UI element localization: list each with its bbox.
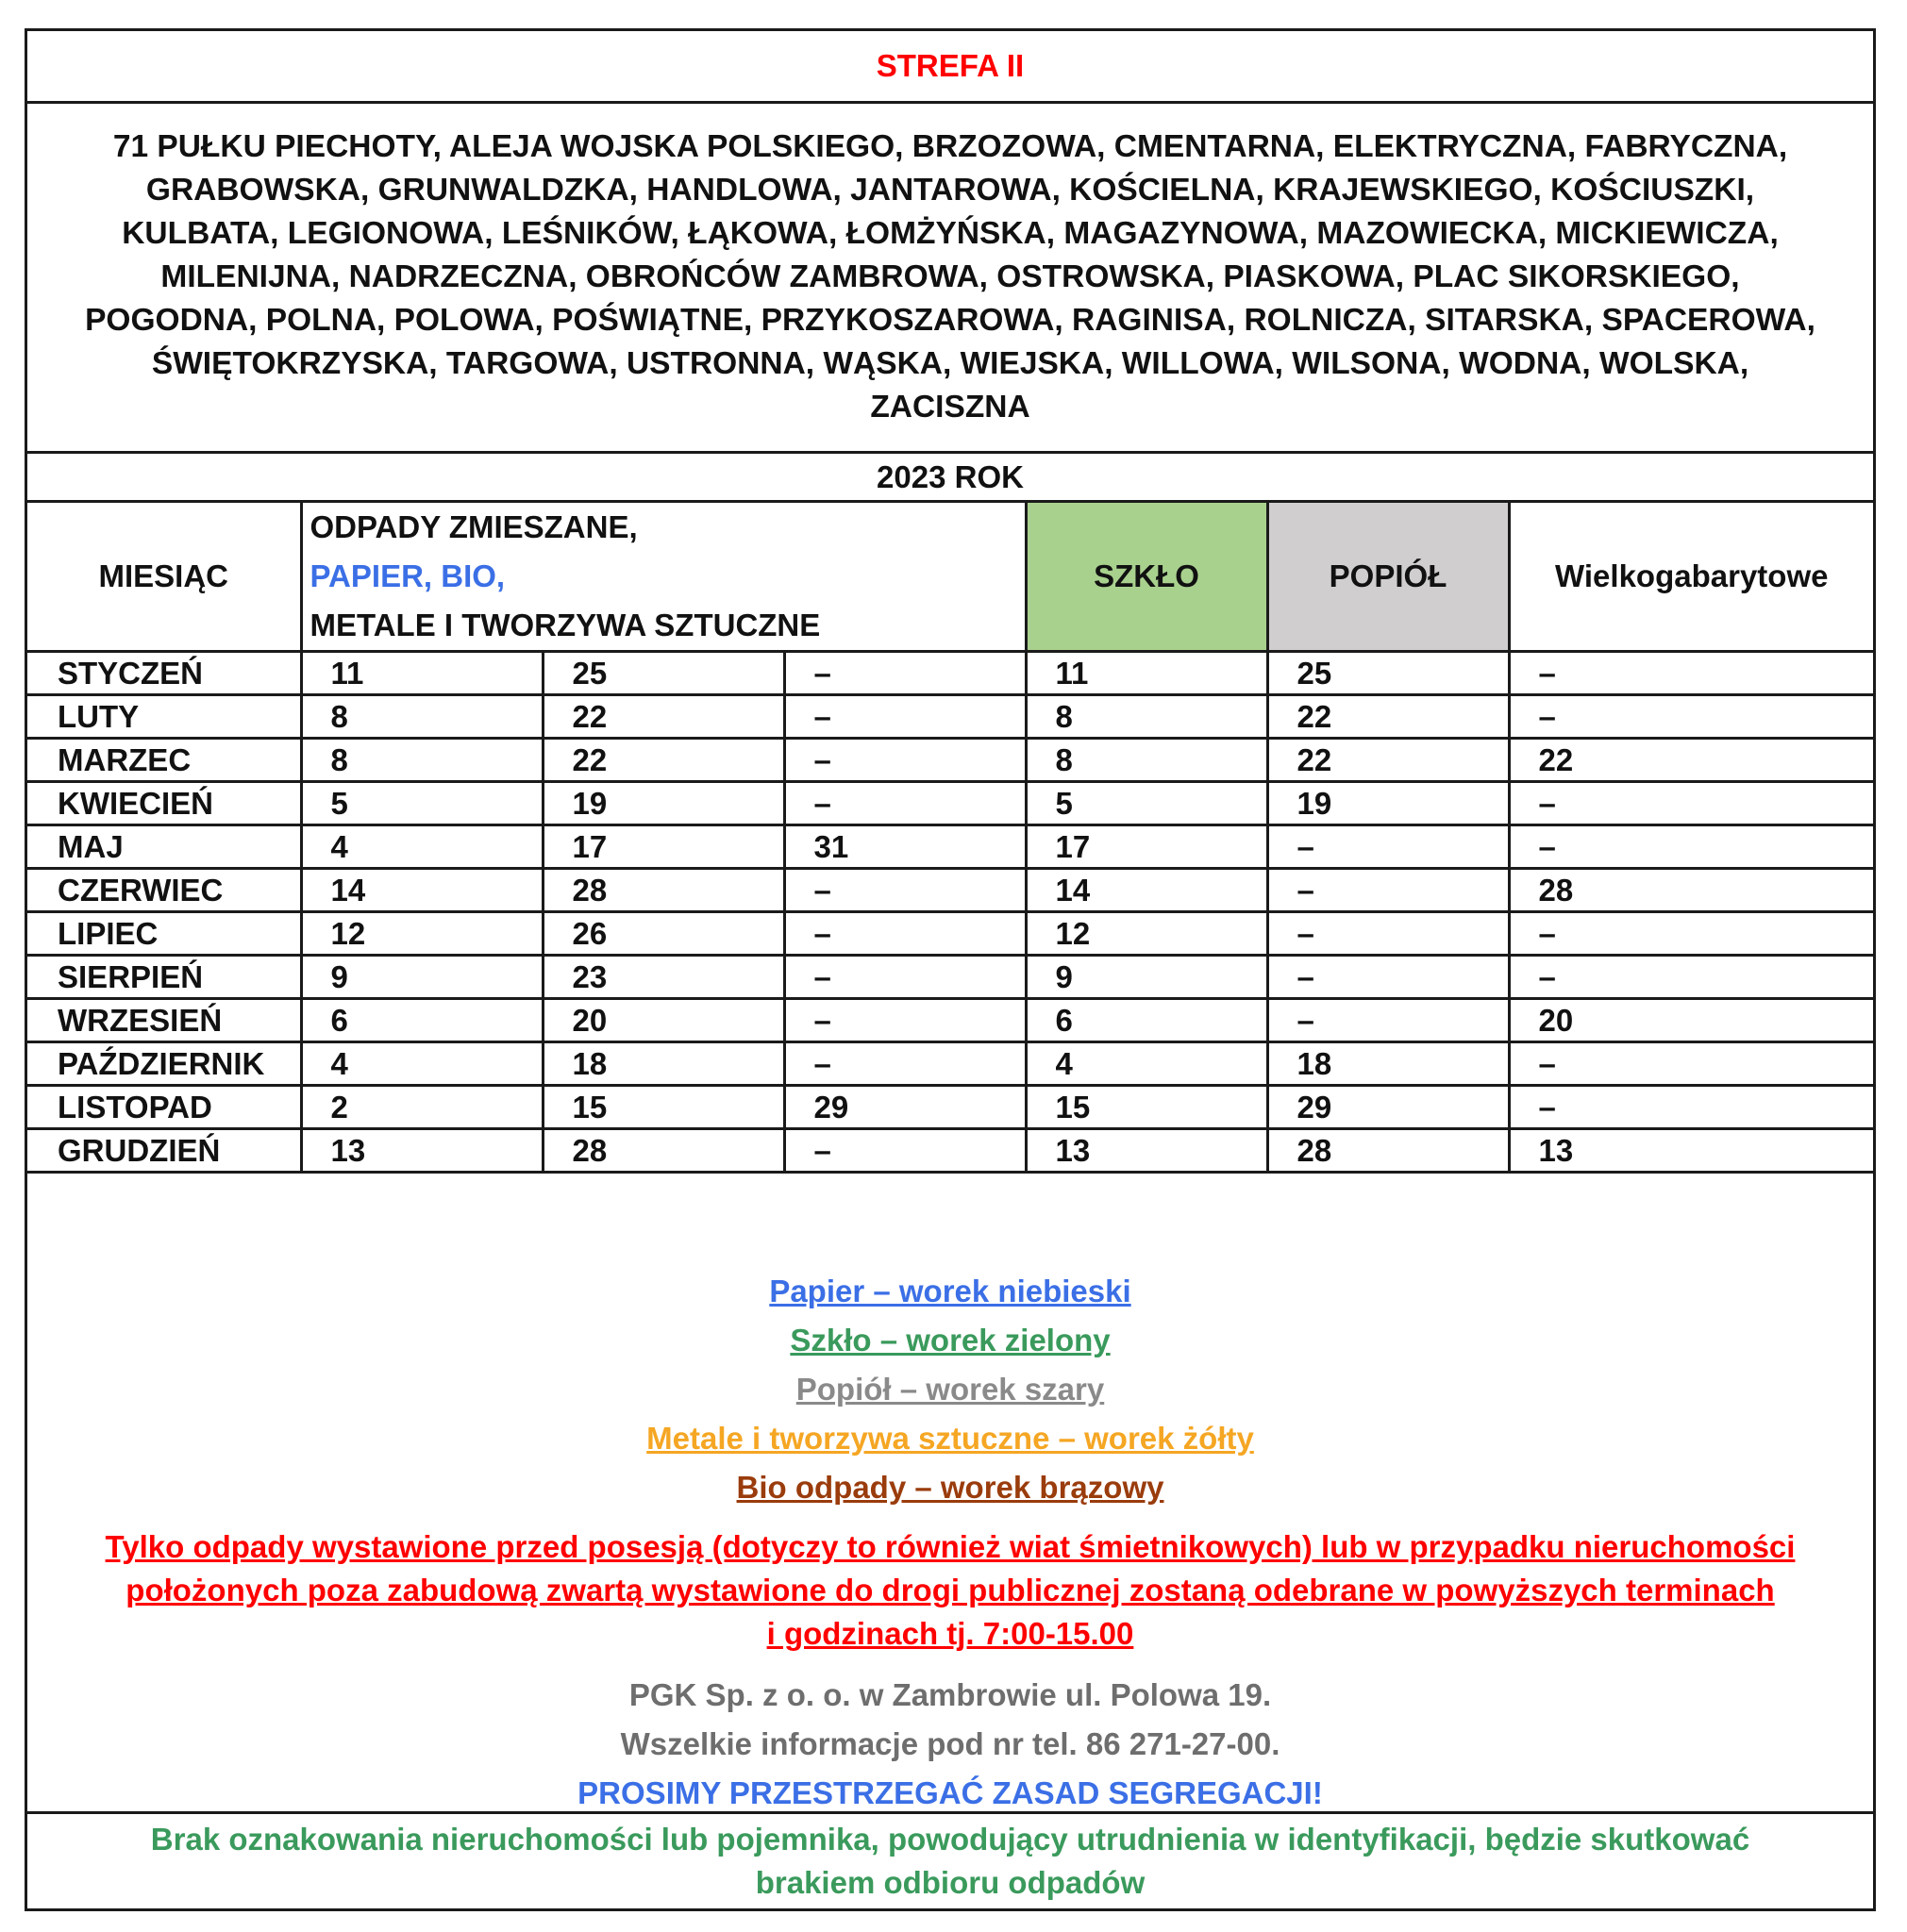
cell-mixed-2: 20: [543, 999, 784, 1042]
cell-month: MAJ: [27, 825, 301, 869]
header-paper-bio-line: PAPIER, BIO,: [309, 558, 506, 593]
table-row: [27, 999, 1873, 1042]
cell-mixed-1: 11: [301, 652, 543, 695]
table-row: [27, 869, 1873, 912]
cell-mixed-2: 23: [543, 956, 784, 999]
cell-ash: –: [1267, 869, 1509, 912]
cell-mixed-3: –: [784, 956, 1026, 999]
cell-glass: 8: [1026, 739, 1267, 782]
header-metals-line: METALE I TWORZYWA SZTUCZNE: [309, 608, 821, 642]
cell-glass: 12: [1026, 912, 1267, 956]
company-address: PGK Sp. z o. o. w Zambrowie ul. Polowa 19.: [628, 1677, 1272, 1712]
cell-bulky: –: [1509, 912, 1873, 956]
cell-mixed-2: 26: [543, 912, 784, 956]
cell-glass: 4: [1026, 1042, 1267, 1086]
cell-ash: –: [1267, 912, 1509, 956]
cell-mixed-2: 18: [543, 1042, 784, 1086]
table-row: [27, 739, 1873, 782]
cell-mixed-3: –: [784, 999, 1026, 1042]
table-row: [27, 1129, 1873, 1173]
table-row: [27, 652, 1873, 695]
cell-bulky: –: [1509, 695, 1873, 739]
schedule-sheet: [25, 28, 1876, 1911]
cell-mixed-2: 25: [543, 652, 784, 695]
cell-mixed-3: –: [784, 695, 1026, 739]
year-heading: 2023 ROK: [27, 454, 1873, 503]
cell-bulky: –: [1509, 1042, 1873, 1086]
cell-mixed-3: –: [784, 869, 1026, 912]
street-line: ŚWIĘTOKRZYSKA, TARGOWA, USTRONNA, WĄSKA, WIEJSKA, WILLOWA, WILSONA, WODNA, WOLSKA,: [151, 346, 1749, 381]
footer-line: brakiem odbioru odpadów: [755, 1865, 1146, 1900]
cell-ash: 25: [1267, 652, 1509, 695]
cell-ash: 28: [1267, 1129, 1509, 1173]
cell-mixed-1: 13: [301, 1129, 543, 1173]
cell-ash: 18: [1267, 1042, 1509, 1086]
cell-mixed-2: 28: [543, 869, 784, 912]
pickup-warning: [27, 1525, 1873, 1656]
cell-month: LUTY: [27, 695, 301, 739]
table-row: [27, 912, 1873, 956]
street-line: MILENIJNA, NADRZECZNA, OBROŃCÓW ZAMBROWA, OSTROWSKA, PIASKOWA, PLAC SIKORSKIEGO,: [160, 259, 1740, 294]
cell-bulky: 20: [1509, 999, 1873, 1042]
cell-mixed-3: –: [784, 739, 1026, 782]
header-mixed-line: ODPADY ZMIESZANE,: [309, 509, 638, 544]
zone-title: STREFA II: [27, 31, 1873, 104]
cell-glass: 6: [1026, 999, 1267, 1042]
cell-month: GRUDZIEŃ: [27, 1129, 301, 1173]
cell-mixed-2: 28: [543, 1129, 784, 1173]
table-row: [27, 782, 1873, 825]
cell-month: LISTOPAD: [27, 1086, 301, 1129]
street-line: ZACISZNA: [870, 390, 1030, 425]
header-mixed-waste: [301, 503, 1026, 652]
phone-info: Wszelkie informacje pod nr tel. 86 271-27-00.: [620, 1726, 1280, 1761]
cell-mixed-2: 22: [543, 739, 784, 782]
header-ash: POPIÓŁ: [1267, 503, 1509, 652]
cell-mixed-3: –: [784, 912, 1026, 956]
cell-mixed-1: 8: [301, 695, 543, 739]
street-line: KULBATA, LEGIONOWA, LEŚNIKÓW, ŁĄKOWA, ŁOMŻYŃSKA, MAGAZYNOWA, MAZOWIECKA, MICKIEWICZA,: [122, 216, 1779, 251]
cell-mixed-1: 4: [301, 1042, 543, 1086]
cell-mixed-3: –: [784, 1042, 1026, 1086]
street-list: [27, 104, 1873, 454]
legend-bio: Bio odpady – worek brązowy: [736, 1470, 1164, 1505]
cell-bulky: –: [1509, 652, 1873, 695]
cell-mixed-1: 8: [301, 739, 543, 782]
legend-ash: Popiół – worek szary: [795, 1372, 1105, 1407]
cell-month: STYCZEŃ: [27, 652, 301, 695]
cell-mixed-1: 9: [301, 956, 543, 999]
cell-ash: –: [1267, 956, 1509, 999]
table-header-row: [27, 503, 1873, 652]
street-line: 71 PUŁKU PIECHOTY, ALEJA WOJSKA POLSKIEGO, BRZOZOWA, CMENTARNA, ELEKTRYCZNA, FABRYCZNA,: [112, 129, 1788, 164]
cell-glass: 9: [1026, 956, 1267, 999]
cell-glass: 17: [1026, 825, 1267, 869]
cell-bulky: 28: [1509, 869, 1873, 912]
cell-mixed-1: 4: [301, 825, 543, 869]
cell-ash: –: [1267, 825, 1509, 869]
cell-bulky: –: [1509, 825, 1873, 869]
segregation-plea: PROSIMY PRZESTRZEGAĆ ZASAD SEGREGACJI!: [577, 1775, 1323, 1810]
cell-mixed-2: 22: [543, 695, 784, 739]
legend-metals-plastics: Metale i tworzywa sztuczne – worek żółty: [646, 1421, 1254, 1456]
cell-mixed-1: 6: [301, 999, 543, 1042]
cell-bulky: –: [1509, 1086, 1873, 1129]
footer-line: Brak oznakowania nieruchomości lub pojemnika, powodujący utrudnienia w identyfikacji, będzie skutkować: [150, 1822, 1750, 1857]
cell-mixed-1: 2: [301, 1086, 543, 1129]
street-line: GRABOWSKA, GRUNWALDZKA, HANDLOWA, JANTAROWA, KOŚCIELNA, KRAJEWSKIEGO, KOŚCIUSZKI,: [145, 173, 1755, 208]
cell-glass: 8: [1026, 695, 1267, 739]
header-month: MIESIĄC: [27, 503, 301, 652]
cell-month: PAŹDZIERNIK: [27, 1042, 301, 1086]
table-row: [27, 825, 1873, 869]
cell-mixed-3: 29: [784, 1086, 1026, 1129]
cell-bulky: 22: [1509, 739, 1873, 782]
cell-month: WRZESIEŃ: [27, 999, 301, 1042]
table-row: [27, 695, 1873, 739]
warning-line: i godzinach tj. 7:00-15.00: [766, 1616, 1134, 1651]
legend-glass: Szkło – worek zielony: [790, 1323, 1111, 1357]
header-bulky: Wielkogabarytowe: [1509, 503, 1873, 652]
legend-paper: Papier – worek niebieski: [769, 1274, 1131, 1308]
cell-mixed-2: 17: [543, 825, 784, 869]
cell-mixed-3: 31: [784, 825, 1026, 869]
header-glass: SZKŁO: [1026, 503, 1267, 652]
table-row: [27, 1086, 1873, 1129]
cell-ash: –: [1267, 999, 1509, 1042]
cell-month: LIPIEC: [27, 912, 301, 956]
cell-ash: 19: [1267, 782, 1509, 825]
cell-bulky: –: [1509, 782, 1873, 825]
cell-glass: 11: [1026, 652, 1267, 695]
warning-line: Tylko odpady wystawione przed posesją (dotyczy to również wiat śmietnikowych) lub w przypadku nieruchomości: [105, 1529, 1796, 1564]
cell-glass: 5: [1026, 782, 1267, 825]
cell-mixed-2: 19: [543, 782, 784, 825]
cell-mixed-3: –: [784, 652, 1026, 695]
street-line: POGODNA, POLNA, POLOWA, POŚWIĄTNE, PRZYKOSZAROWA, RAGINISA, ROLNICZA, SITARSKA, SPACEROWA,: [85, 303, 1815, 338]
cell-mixed-3: –: [784, 782, 1026, 825]
warning-line: położonych poza zabudową zwartą wystawione do drogi publicznej zostaną odebrane w powyższych terminach: [125, 1573, 1775, 1607]
table-row: [27, 1042, 1873, 1086]
collection-schedule-table: [27, 503, 1873, 1174]
cell-mixed-1: 12: [301, 912, 543, 956]
cell-ash: 22: [1267, 695, 1509, 739]
cell-glass: 13: [1026, 1129, 1267, 1173]
cell-mixed-1: 14: [301, 869, 543, 912]
cell-month: CZERWIEC: [27, 869, 301, 912]
footer-notice: [27, 1814, 1873, 1908]
cell-month: KWIECIEŃ: [27, 782, 301, 825]
cell-ash: 22: [1267, 739, 1509, 782]
cell-mixed-1: 5: [301, 782, 543, 825]
cell-ash: 29: [1267, 1086, 1509, 1129]
legend-section: [27, 1259, 1873, 1814]
cell-bulky: –: [1509, 956, 1873, 999]
cell-bulky: 13: [1509, 1129, 1873, 1173]
table-row: [27, 956, 1873, 999]
cell-month: SIERPIEŃ: [27, 956, 301, 999]
cell-glass: 15: [1026, 1086, 1267, 1129]
cell-glass: 14: [1026, 869, 1267, 912]
cell-mixed-2: 15: [543, 1086, 784, 1129]
cell-month: MARZEC: [27, 739, 301, 782]
cell-mixed-3: –: [784, 1129, 1026, 1173]
